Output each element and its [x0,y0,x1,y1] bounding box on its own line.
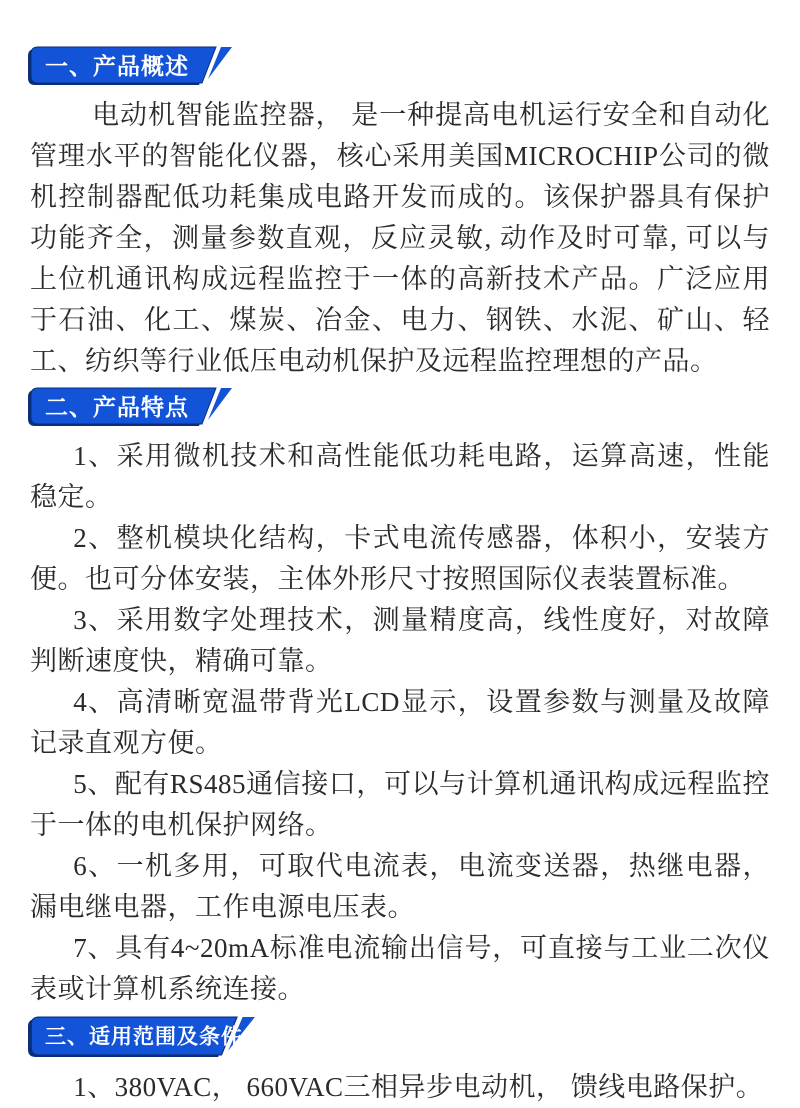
overview-paragraph: 电动机智能监控器， 是一种提高电机运行安全和自动化管理水平的智能化仪器，核心采用美国MICROCHIP公司的微机控制器配低功耗集成电路开发而成的。该保护器具有保护功能齐全，测量参数直观，反应灵敏, 动作及时可靠, 可以与上位机通讯构成远程监控于一体的高新技术产品。广泛应用于石油、化工、煤炭、冶金、电力、钢铁、水泥、矿山、轻工、纺织等行业低压电动机保护及远程监控理想的产品。 [30,100,770,376]
section-heading-text: 一、产品概述 [45,52,189,79]
list-item: 2、整机模块化结构，卡式电流传感器，体积小，安装方便。也可分体安装，主体外形尺寸按照国际仪表装置标准。 [30,523,770,594]
list-item: 5、配有RS485通信接口，可以与计算机通讯构成远程监控于一体的电机保护网络。 [30,769,770,840]
list-item: 4、高清晰宽温带背光LCD显示，设置参数与测量及故障记录直观方便。 [30,687,770,758]
section-overview [30,46,770,382]
section-heading-badge-features [28,387,233,425]
section-features [30,387,770,1010]
section-heading-text: 三、适用范围及条件 [45,1025,243,1049]
list-item: 6、一机多用，可取代电流表，电流变送器，热继电器，漏电继电器，工作电源电压表。 [30,851,770,922]
list-item: 1、380VAC， 660VAC三相异步电动机， 馈线电路保护。 [73,1072,764,1102]
features-list [30,436,770,1010]
list-item: 7、具有4~20mA标准电流输出信号，可直接与工业二次仪表或计算机系统连接。 [30,933,770,1004]
scope-list [30,1067,770,1108]
section-heading-text: 二、产品特点 [45,393,189,420]
list-item: 1、采用微机技术和高性能低功耗电路，运算高速，性能稳定。 [30,441,770,512]
section-heading-badge-scope [28,1016,256,1056]
list-item: 3、采用数字处理技术，测量精度高，线性度好，对故障判断速度快，精确可靠。 [30,605,770,676]
document-page [30,0,770,1108]
section-scope [30,1016,770,1108]
section-heading-badge-overview [28,46,233,84]
